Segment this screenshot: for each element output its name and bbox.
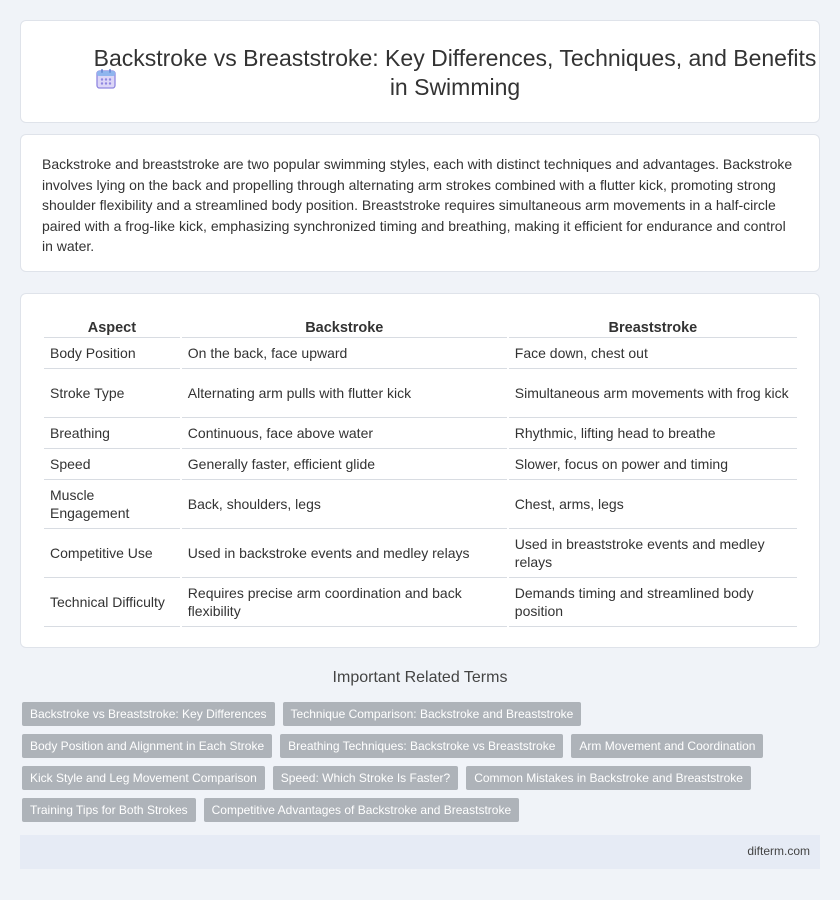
page-title: Backstroke vs Breaststroke: Key Differences, Techniques, and Benefits in Swimming: [93, 45, 817, 100]
related-term-tag[interactable]: Common Mistakes in Backstroke and Breaststroke: [466, 766, 751, 790]
table-cell: Body Position: [44, 338, 180, 369]
table-cell: Rhythmic, lifting head to breathe: [509, 418, 797, 449]
table-cell: Used in breaststroke events and medley relays: [509, 529, 797, 578]
footer-site-link[interactable]: difterm.com: [747, 844, 810, 858]
column-header-aspect: Aspect: [44, 316, 180, 338]
table-cell: Demands timing and streamlined body position: [509, 578, 797, 627]
related-term-tag[interactable]: Technique Comparison: Backstroke and Breaststroke: [283, 702, 582, 726]
table-row: [44, 369, 797, 418]
table-cell: Chest, arms, legs: [509, 480, 797, 529]
table-cell: Slower, focus on power and timing: [509, 449, 797, 480]
table-cell: Back, shoulders, legs: [182, 480, 507, 529]
related-term-tag[interactable]: Body Position and Alignment in Each Stroke: [22, 734, 272, 758]
table-cell: Generally faster, efficient glide: [182, 449, 507, 480]
table-cell: Stroke Type: [44, 369, 180, 418]
table-cell: Used in backstroke events and medley relays: [182, 529, 507, 578]
table-row: [44, 578, 797, 627]
related-term-tag[interactable]: Speed: Which Stroke Is Faster?: [273, 766, 458, 790]
table-cell: Competitive Use: [44, 529, 180, 578]
table-row: [44, 338, 797, 369]
related-term-tag[interactable]: Training Tips for Both Strokes: [22, 798, 196, 822]
table-cell: Face down, chest out: [509, 338, 797, 369]
table-row: [44, 529, 797, 578]
column-header-breaststroke: Breaststroke: [509, 316, 797, 338]
related-terms-heading: Important Related Terms: [332, 669, 508, 686]
table-header-row: [44, 316, 797, 338]
table-cell: Requires precise arm coordination and back flexibility: [182, 578, 507, 627]
column-header-backstroke: Backstroke: [182, 316, 507, 338]
related-term-tag[interactable]: Competitive Advantages of Backstroke and Breaststroke: [204, 798, 520, 822]
intro-paragraph: Backstroke and breaststroke are two popular swimming styles, each with distinct techniques and advantages. Backstroke involves lying on the back and propelling through alternating arm strokes combined with a flutter kick, promoting strong shoulder flexibility and a streamlined body position. Breaststroke requires simultaneous arm movements in a half-circle paired with a frog-like kick, emphasizing synchronized timing and breathing, making it efficient for endurance and control in water.: [42, 156, 793, 254]
table-cell: Speed: [44, 449, 180, 480]
table-row: [44, 480, 797, 529]
table-row: [44, 418, 797, 449]
table-cell: Breathing: [44, 418, 180, 449]
table-cell: Alternating arm pulls with flutter kick: [182, 369, 507, 418]
intro-card: [20, 134, 820, 272]
comparison-table: [42, 316, 799, 627]
related-term-tag[interactable]: Backstroke vs Breaststroke: Key Differences: [22, 702, 275, 726]
table-cell: Simultaneous arm movements with frog kick: [509, 369, 797, 418]
comparison-table-card: [20, 293, 820, 648]
table-row: [44, 449, 797, 480]
related-terms-list: [22, 702, 802, 822]
table-cell: Technical Difficulty: [44, 578, 180, 627]
related-term-tag[interactable]: Breathing Techniques: Backstroke vs Breaststroke: [280, 734, 563, 758]
footer: [20, 835, 820, 869]
table-cell: On the back, face upward: [182, 338, 507, 369]
related-term-tag[interactable]: Kick Style and Leg Movement Comparison: [22, 766, 265, 790]
related-term-tag[interactable]: Arm Movement and Coordination: [571, 734, 763, 758]
table-cell: Continuous, face above water: [182, 418, 507, 449]
table-cell: Muscle Engagement: [44, 480, 180, 529]
